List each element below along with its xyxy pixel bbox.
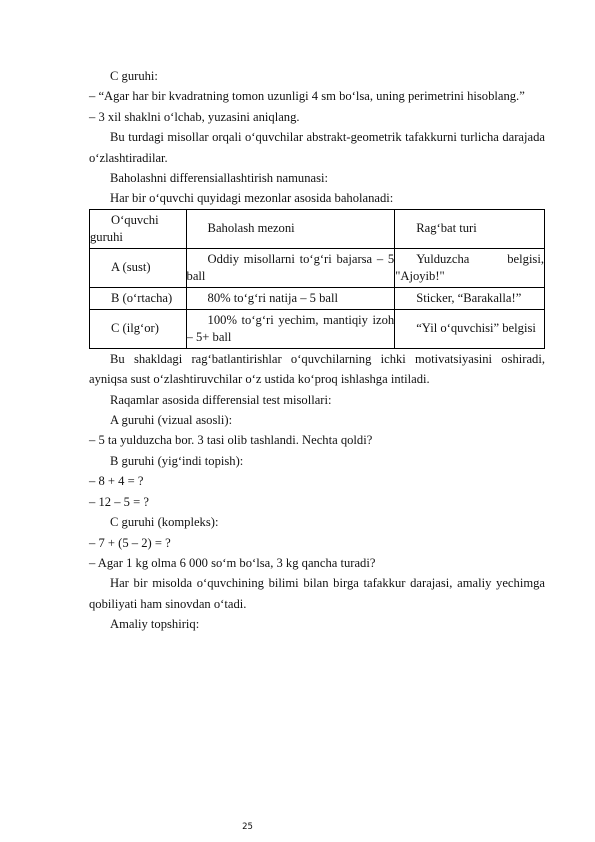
b-group-heading: B guruhi (yig‘indi topish): (110, 453, 244, 468)
assessment-table (89, 209, 545, 349)
header-group: O‘quvchi guruhi (90, 212, 159, 244)
b-group-task-2: – 12 – 5 = ? (89, 494, 149, 509)
page-number: 25 (242, 822, 253, 832)
c-group-complex-task-1: – 7 + (5 – 2) = ? (89, 535, 171, 550)
table-row (90, 309, 545, 348)
row-criteria: 80% to‘g‘ri natija – 5 ball (207, 290, 338, 305)
abstract-thinking-paragraph: Bu turdagi misollar orqali o‘quvchilar abstrakt-geometrik tafakkurni turlicha darajada o‘zlashtiradilar. (89, 130, 545, 165)
row-reward: Yulduzcha belgisi, "Ajoyib!" (395, 251, 544, 283)
table-row (90, 287, 545, 309)
differentiation-sample-heading: Baholashni differensiallashtirish namunasi: (110, 171, 329, 186)
row-criteria: Oddiy misollarni to‘g‘ri bajarsa – 5 ball (186, 251, 395, 283)
table-header-row (90, 209, 545, 248)
document-page (89, 66, 545, 635)
thinking-level-paragraph: Har bir misolda o‘quvchining bilimi bilan birga tafakkur darajasi, amaliy yechimga qobiliyati ham sinovdan o‘tadi. (89, 576, 545, 611)
row-reward: Sticker, “Barakalla!” (416, 290, 522, 305)
c-group-task-1: – “Agar har bir kvadratning tomon uzunligi 4 sm bo‘lsa, uning perimetrini hisoblang.” (89, 89, 525, 104)
row-criteria: 100% to‘g‘ri yechim, mantiqiy izoh – 5+ ball (186, 312, 395, 344)
table-row (90, 248, 545, 287)
practical-task-heading: Amaliy topshiriq: (110, 617, 200, 632)
motivation-paragraph: Bu shakldagi rag‘batlantirishlar o‘quvchilarning ichki motivatsiyasini oshiradi, ayniqsa sust o‘zlashtiruvchilar o‘z ustida ko‘proq ishlashga intiladi. (89, 351, 545, 387)
row-group: B (o‘rtacha) (111, 290, 173, 305)
header-reward: Rag‘bat turi (416, 221, 477, 236)
a-group-task: – 5 ta yulduzcha bor. 3 tasi olib tashlandi. Nechta qoldi? (89, 433, 373, 448)
criteria-intro: Har bir o‘quvchi quyidagi mezonlar asosida baholanadi: (110, 191, 394, 206)
test-examples-heading: Raqamlar asosida differensial test misollari: (110, 392, 332, 407)
row-reward: “Yil o‘quvchisi” belgisi (416, 321, 536, 336)
c-group-task-2: – 3 xil shaklni o‘lchab, yuzasini aniqlang. (89, 109, 300, 124)
c-group-complex-task-2: – Agar 1 kg olma 6 000 so‘m bo‘lsa, 3 kg qancha turadi? (89, 555, 376, 570)
a-group-heading: A guruhi (vizual asosli): (110, 413, 233, 428)
row-group: A (sust) (111, 260, 151, 275)
row-group: C (ilg‘or) (111, 321, 159, 336)
header-criteria: Baholash mezoni (207, 221, 295, 236)
b-group-task-1: – 8 + 4 = ? (89, 474, 144, 489)
c-group-complex-heading: C guruhi (kompleks): (110, 515, 219, 530)
c-group-heading: C guruhi: (110, 69, 158, 83)
